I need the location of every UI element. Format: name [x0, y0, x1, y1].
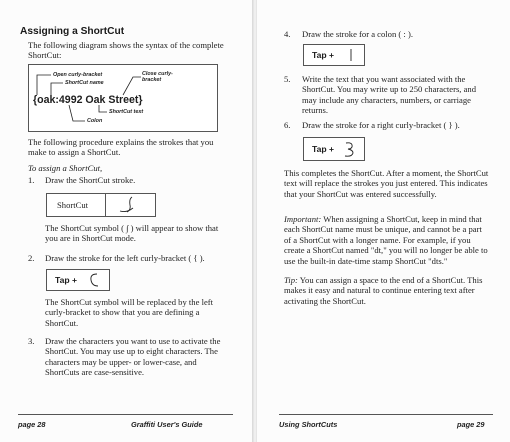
step-1-number: 1. — [28, 175, 35, 185]
step-4-text: Draw the stroke for a colon ( : ). — [302, 29, 413, 39]
step-6-number: 6. — [284, 120, 291, 130]
step-3-number: 3. — [28, 336, 35, 346]
step-5-number: 5. — [284, 74, 291, 84]
intro-paragraph: The following diagram shows the syntax of the complete ShortCut: — [28, 40, 224, 61]
tip-note — [284, 275, 489, 306]
tip-label: Tip: — [284, 275, 298, 285]
step-5-text: Write the text that you want associated with the ShortCut. You may write up to 250 characters, and may include any characters, numbers, or carriage returns. — [302, 74, 476, 116]
step-2-number: 2. — [28, 253, 35, 263]
step-1-after-text: The ShortCut symbol ( ∫ ) will appear to show that you are in ShortCut mode. — [45, 223, 219, 244]
right-bracket-stroke-box — [303, 137, 365, 161]
shortcut-stroke-icon — [107, 195, 153, 215]
important-label: Important: — [284, 214, 322, 224]
footer-page-number: page 29 — [457, 420, 485, 429]
right-bracket-stroke-icon — [340, 139, 360, 159]
step-2-after-text: The ShortCut symbol will be replaced by the left curly-bracket to show that you are defining a ShortCut. — [45, 297, 214, 328]
tap-plus-label: Tap + — [312, 144, 335, 154]
footer-page-number: page 28 — [18, 420, 46, 429]
label-open-bracket: Open curly-bracket — [53, 72, 103, 78]
label-colon: Colon — [87, 118, 103, 124]
procedure-intro: The following procedure explains the strokes that you make to assign a ShortCut. — [28, 137, 214, 158]
label-close-bracket: Close curly-bracket — [142, 71, 173, 83]
left-page — [0, 0, 253, 442]
label-shortcut-name: ShortCut name — [65, 80, 104, 86]
box-divider — [105, 194, 106, 216]
tap-plus-label: Tap + — [312, 50, 335, 60]
tap-plus-label: Tap + — [55, 275, 78, 285]
footer-section-title: Using ShortCuts — [279, 420, 338, 429]
step-1-text: Draw the ShortCut stroke. — [45, 175, 136, 185]
label-shortcut-text: ShortCut text — [109, 109, 144, 115]
footer-rule — [279, 414, 493, 415]
step-2-text: Draw the stroke for the left curly-bracket ( { ). — [45, 253, 205, 263]
step-4-number: 4. — [284, 29, 291, 39]
section-heading: Assigning a ShortCut — [20, 26, 125, 37]
completion-paragraph: This completes the ShortCut. After a moment, the ShortCut text will replace the strokes you just entered. This indicates that your ShortCut was entered successfully. — [284, 168, 489, 199]
footer-book-title: Graffiti User's Guide — [131, 420, 203, 429]
procedure-subheading: To assign a ShortCut, — [28, 163, 103, 173]
left-bracket-stroke-icon — [85, 271, 105, 289]
shortcut-stroke-box — [46, 193, 156, 217]
colon-stroke-box — [303, 44, 365, 66]
syntax-diagram — [28, 64, 218, 132]
shortcut-example: {oak:4992 Oak Street} — [33, 94, 143, 106]
tip-text: You can assign a space to the end of a ShortCut. This makes it easy and natural to continue entering text after activating the ShortCut. — [284, 275, 483, 306]
important-note — [284, 214, 489, 266]
colon-stroke-icon — [342, 46, 360, 64]
left-bracket-stroke-box — [46, 269, 110, 291]
step-6-text: Draw the stroke for a right curly-bracket ( } ). — [302, 120, 460, 130]
footer-rule — [18, 414, 233, 415]
important-text: When assigning a ShortCut, keep in mind that each ShortCut name must be unique, and cannot be a part of a ShortCut with a longer name. For example, if you create a ShortCut named "dt," you will no longer be able to use the built-in date-time stamp ShortCut "dts." — [284, 214, 488, 266]
right-page — [257, 0, 510, 442]
shortcut-box-label: ShortCut — [57, 200, 89, 210]
step-3-text: Draw the characters you want to use to activate the ShortCut. You may use up to eight characters. The characters may be upper- or lower-case, and ShortCuts are case-sensitive. — [45, 336, 221, 378]
